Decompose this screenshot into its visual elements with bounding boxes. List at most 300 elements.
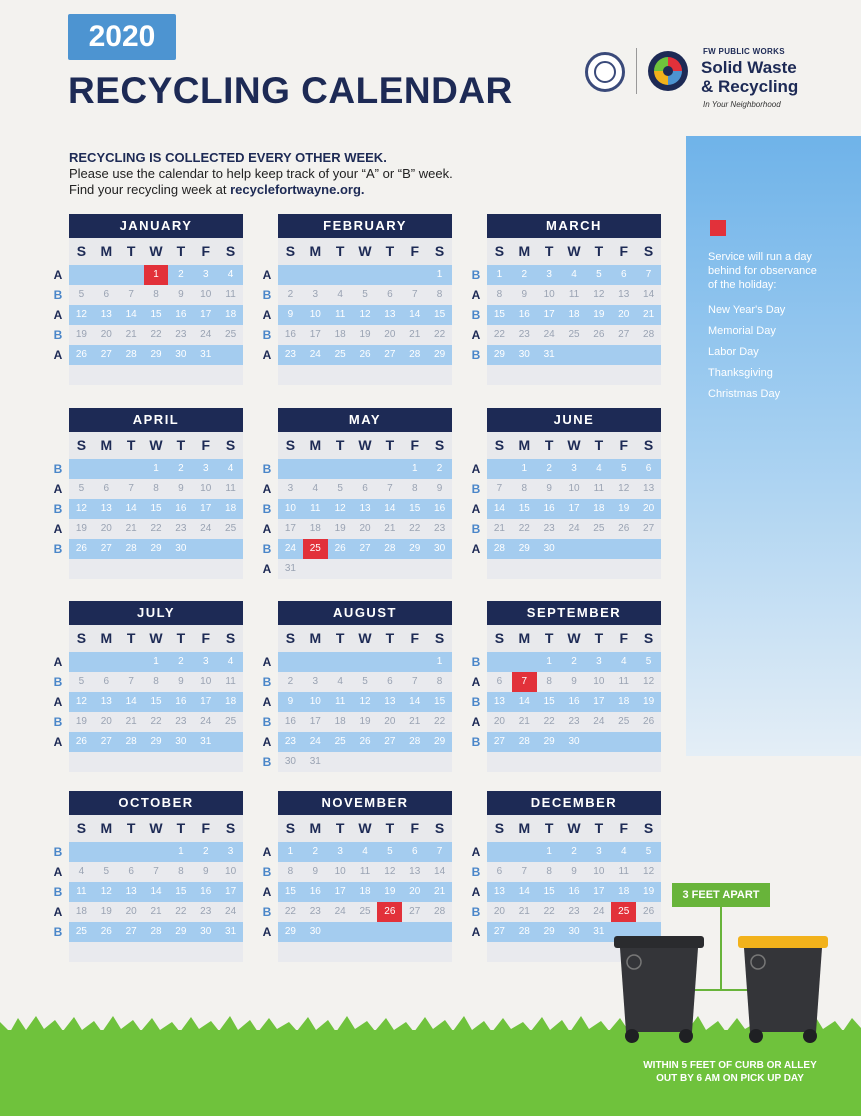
intro-line: Please use the calendar to help keep track of your “A” or “B” week. xyxy=(69,166,453,181)
weekday-label: T xyxy=(126,820,136,836)
day-cell: 3 xyxy=(546,269,552,280)
day-cell: 5 xyxy=(645,656,652,667)
day-cell: 19 xyxy=(384,886,396,897)
day-cell: 5 xyxy=(387,846,393,857)
day-cell: 17 xyxy=(200,696,212,707)
week-row xyxy=(471,285,661,305)
day-cell: 26 xyxy=(334,543,346,554)
week-letter: B xyxy=(471,655,481,669)
week-letter: A xyxy=(471,925,481,939)
day-cell: 1 xyxy=(436,656,443,667)
day-cell: 19 xyxy=(75,523,87,534)
weekday-header xyxy=(487,625,661,652)
day-cell: 8 xyxy=(411,483,418,494)
day-cell: 28 xyxy=(493,543,505,554)
week-row-empty xyxy=(69,559,243,579)
empty-day-cell xyxy=(119,842,144,862)
month-name: APRIL xyxy=(69,408,243,432)
day-cell: 23 xyxy=(434,523,446,534)
day-cell: 19 xyxy=(334,523,346,534)
week-row xyxy=(262,672,452,692)
day-cell: 14 xyxy=(434,866,446,877)
day-cell: 1 xyxy=(153,463,159,474)
week-letter: A xyxy=(471,462,481,476)
day-cell: 22 xyxy=(543,906,555,917)
weekday-label: M xyxy=(518,437,531,453)
day-cell: 23 xyxy=(309,906,321,917)
day-cell: 20 xyxy=(359,523,371,534)
day-cell: 5 xyxy=(620,463,627,474)
trash-cart-icon xyxy=(736,934,830,1044)
day-cell: 13 xyxy=(359,503,371,514)
day-cell: 23 xyxy=(200,906,212,917)
empty-day-cell xyxy=(94,265,119,285)
day-cell: 9 xyxy=(312,866,319,877)
weekday-label: W xyxy=(149,243,163,259)
week-letter: A xyxy=(53,348,63,362)
holiday-day-cell: 26 xyxy=(377,902,402,922)
day-cell: 6 xyxy=(387,289,393,300)
week-letter: B xyxy=(262,905,272,919)
week-row xyxy=(471,539,661,559)
day-cell: 22 xyxy=(434,329,446,340)
day-cell: 27 xyxy=(493,926,505,937)
day-cell: 22 xyxy=(409,523,421,534)
weekday-label: M xyxy=(309,630,322,646)
week-row xyxy=(53,652,243,672)
day-cell: 25 xyxy=(225,523,237,534)
week-row xyxy=(262,692,452,712)
day-cell: 29 xyxy=(150,736,162,747)
day-cell: 4 xyxy=(571,269,577,280)
day-cell: 21 xyxy=(518,906,530,917)
weekday-label: S xyxy=(225,243,236,259)
day-cell: 8 xyxy=(153,676,159,687)
day-cell: 18 xyxy=(334,329,346,340)
week-row xyxy=(53,519,243,539)
day-cell: 27 xyxy=(643,523,655,534)
day-cell: 15 xyxy=(434,309,446,320)
day-cell: 8 xyxy=(178,866,184,877)
day-cell: 1 xyxy=(436,269,443,280)
holiday-day-cell: 25 xyxy=(611,902,636,922)
day-cell: 17 xyxy=(309,329,321,340)
day-cell: 16 xyxy=(518,309,530,320)
weekday-label: T xyxy=(335,437,345,453)
empty-day-cell xyxy=(94,842,119,862)
day-cell: 25 xyxy=(225,329,237,340)
week-row xyxy=(262,479,452,499)
day-cell: 6 xyxy=(103,676,110,687)
month-name: MAY xyxy=(278,408,452,432)
day-cell: 3 xyxy=(202,656,209,667)
week-letter: A xyxy=(471,542,481,556)
weekday-label: W xyxy=(567,630,581,646)
day-cell: 6 xyxy=(103,483,110,494)
day-cell: 2 xyxy=(521,269,528,280)
week-row-empty xyxy=(278,942,452,962)
logo-divider xyxy=(636,48,637,94)
empty-day-cell xyxy=(328,559,353,579)
week-row xyxy=(262,712,452,732)
day-cell: 20 xyxy=(493,716,505,727)
holiday-item: New Year's Day xyxy=(708,304,786,316)
holiday-marker-swatch xyxy=(710,220,726,236)
day-cell: 26 xyxy=(100,926,112,937)
day-cell: 11 xyxy=(334,309,346,320)
empty-day-cell xyxy=(69,652,94,672)
day-cell: 22 xyxy=(150,716,162,727)
day-cell: 15 xyxy=(543,886,555,897)
day-cell: 15 xyxy=(518,503,530,514)
week-letter: B xyxy=(471,865,481,879)
day-cell: 11 xyxy=(568,289,580,300)
empty-day-cell xyxy=(377,922,402,942)
day-cell: 5 xyxy=(78,676,85,687)
day-cell: 18 xyxy=(225,696,237,707)
week-row xyxy=(471,519,661,539)
week-row xyxy=(262,519,452,539)
week-letter: B xyxy=(262,542,272,556)
weekday-label: W xyxy=(149,630,163,646)
day-cell: 17 xyxy=(543,309,555,320)
day-cell: 31 xyxy=(309,756,321,767)
day-cell: 7 xyxy=(387,483,393,494)
day-cell: 16 xyxy=(200,886,212,897)
day-cell: 16 xyxy=(284,329,296,340)
day-cell: 10 xyxy=(568,483,580,494)
day-cell: 21 xyxy=(125,523,137,534)
weekday-label: T xyxy=(544,243,554,259)
week-row xyxy=(262,325,452,345)
day-cell: 18 xyxy=(75,906,87,917)
day-cell: 24 xyxy=(284,543,296,554)
week-row xyxy=(53,882,243,902)
day-cell: 21 xyxy=(409,716,421,727)
weekday-label: M xyxy=(309,243,322,259)
weekday-label: M xyxy=(309,437,322,453)
weekday-label: T xyxy=(385,437,395,453)
day-cell: 14 xyxy=(518,696,530,707)
weekday-label: F xyxy=(410,243,419,259)
weekday-label: S xyxy=(285,630,296,646)
weekday-label: S xyxy=(494,243,505,259)
day-cell: 8 xyxy=(153,483,159,494)
day-cell: 31 xyxy=(284,563,296,574)
week-letter: B xyxy=(53,328,63,342)
day-cell: 2 xyxy=(571,656,577,667)
week-row xyxy=(471,345,661,365)
day-cell: 5 xyxy=(103,866,110,877)
week-row xyxy=(262,882,452,902)
empty-day-cell xyxy=(586,345,611,365)
week-row xyxy=(53,345,243,365)
day-cell: 8 xyxy=(546,866,552,877)
week-row xyxy=(53,305,243,325)
week-row xyxy=(262,752,452,772)
day-cell: 18 xyxy=(618,886,630,897)
day-cell: 9 xyxy=(287,696,294,707)
day-cell: 9 xyxy=(178,676,184,687)
day-cell: 16 xyxy=(175,696,187,707)
weekday-label: W xyxy=(149,437,163,453)
empty-day-cell xyxy=(328,459,353,479)
day-cell: 17 xyxy=(309,716,321,727)
day-cell: 30 xyxy=(543,543,555,554)
day-cell: 11 xyxy=(618,866,629,877)
empty-day-cell xyxy=(303,559,328,579)
day-cell: 5 xyxy=(645,846,652,857)
week-letter: B xyxy=(471,735,481,749)
website-link[interactable]: recyclefortwayne.org. xyxy=(230,182,365,197)
day-cell: 19 xyxy=(359,329,371,340)
weekday-label: T xyxy=(385,820,395,836)
day-cell: 25 xyxy=(618,716,630,727)
day-cell: 4 xyxy=(620,846,627,857)
day-cell: 7 xyxy=(128,483,134,494)
weekday-label: F xyxy=(619,820,628,836)
day-cell: 1 xyxy=(411,463,418,474)
empty-day-cell xyxy=(377,459,402,479)
day-cell: 17 xyxy=(225,886,237,897)
day-cell: 28 xyxy=(434,906,446,917)
week-letter: A xyxy=(262,655,272,669)
empty-day-cell xyxy=(487,842,512,862)
week-row xyxy=(53,539,243,559)
day-cell: 30 xyxy=(200,926,212,937)
empty-day-cell xyxy=(328,922,353,942)
day-cell: 24 xyxy=(225,906,237,917)
weekday-label: S xyxy=(643,630,654,646)
day-cell: 20 xyxy=(100,523,112,534)
intro-text xyxy=(69,150,453,198)
day-cell: 24 xyxy=(200,716,212,727)
day-cell: 13 xyxy=(100,309,112,320)
week-row xyxy=(471,862,661,882)
day-cell: 24 xyxy=(200,329,212,340)
day-cell: 19 xyxy=(593,309,605,320)
week-letter: B xyxy=(53,845,63,859)
week-letter: A xyxy=(53,482,63,496)
weekday-label: T xyxy=(176,437,186,453)
day-cell: 30 xyxy=(568,736,580,747)
day-cell: 14 xyxy=(409,696,421,707)
week-letter: B xyxy=(53,502,63,516)
week-letter: A xyxy=(53,695,63,709)
day-cell: 8 xyxy=(436,289,443,300)
day-cell: 20 xyxy=(643,503,655,514)
day-cell: 31 xyxy=(200,349,212,360)
day-cell: 12 xyxy=(384,866,396,877)
day-cell: 7 xyxy=(521,866,528,877)
day-cell: 28 xyxy=(518,736,530,747)
day-cell: 26 xyxy=(75,543,87,554)
day-cell: 5 xyxy=(337,483,343,494)
day-cell: 11 xyxy=(618,676,629,687)
weekday-header xyxy=(487,238,661,265)
week-letter: B xyxy=(471,268,481,282)
day-cell: 27 xyxy=(409,906,421,917)
day-cell: 28 xyxy=(125,349,137,360)
day-cell: 30 xyxy=(434,543,446,554)
day-cell: 13 xyxy=(100,696,112,707)
day-cell: 16 xyxy=(309,886,321,897)
day-cell: 28 xyxy=(384,543,396,554)
day-cell: 13 xyxy=(643,483,655,494)
week-letter: A xyxy=(53,865,63,879)
empty-day-cell xyxy=(586,539,611,559)
week-row xyxy=(53,285,243,305)
weekday-label: S xyxy=(76,437,87,453)
weekday-header xyxy=(278,815,452,842)
week-row xyxy=(262,922,452,942)
week-row xyxy=(262,559,452,579)
month-name: SEPTEMBER xyxy=(487,601,661,625)
day-cell: 21 xyxy=(643,309,655,320)
day-cell: 2 xyxy=(436,463,443,474)
month-january xyxy=(53,214,243,385)
day-cell: 8 xyxy=(153,289,159,300)
weekday-label: M xyxy=(518,820,531,836)
week-row xyxy=(262,285,452,305)
weekday-label: T xyxy=(544,630,554,646)
day-cell: 25 xyxy=(359,906,371,917)
day-cell: 28 xyxy=(150,926,162,937)
day-cell: 12 xyxy=(359,309,371,320)
day-cell: 29 xyxy=(434,349,446,360)
day-cell: 5 xyxy=(78,483,85,494)
day-cell: 20 xyxy=(384,716,396,727)
weekday-label: M xyxy=(518,243,531,259)
weekday-header xyxy=(278,432,452,459)
week-row xyxy=(53,499,243,519)
week-letter: A xyxy=(262,522,272,536)
day-cell: 18 xyxy=(618,696,630,707)
empty-day-cell xyxy=(328,265,353,285)
day-cell: 13 xyxy=(493,696,505,707)
month-february xyxy=(262,214,452,385)
weekday-label: S xyxy=(434,243,445,259)
week-row xyxy=(471,842,661,862)
weekday-label: S xyxy=(285,820,296,836)
day-cell: 4 xyxy=(337,289,343,300)
day-cell: 5 xyxy=(596,269,602,280)
empty-day-cell xyxy=(611,539,636,559)
day-cell: 10 xyxy=(543,289,555,300)
weekday-label: F xyxy=(201,630,210,646)
week-letter: B xyxy=(53,288,63,302)
week-row xyxy=(471,325,661,345)
week-letter: A xyxy=(471,328,481,342)
empty-day-cell xyxy=(636,345,661,365)
intro-website-line xyxy=(69,182,453,198)
empty-day-cell xyxy=(427,752,452,772)
week-letter: B xyxy=(53,925,63,939)
week-row xyxy=(53,325,243,345)
empty-day-cell xyxy=(353,752,378,772)
day-cell: 14 xyxy=(518,886,530,897)
day-cell: 13 xyxy=(384,696,396,707)
empty-day-cell xyxy=(278,459,303,479)
month-name: OCTOBER xyxy=(69,791,243,815)
day-cell: 27 xyxy=(493,736,505,747)
holiday-item: Christmas Day xyxy=(708,388,781,400)
empty-day-cell xyxy=(193,539,218,559)
day-cell: 18 xyxy=(225,503,237,514)
weekday-label: S xyxy=(494,630,505,646)
week-letter: B xyxy=(262,502,272,516)
day-cell: 29 xyxy=(518,543,530,554)
day-cell: 25 xyxy=(334,736,346,747)
empty-day-cell xyxy=(377,559,402,579)
day-cell: 9 xyxy=(521,289,528,300)
day-cell: 9 xyxy=(202,866,209,877)
day-cell: 8 xyxy=(521,483,528,494)
day-cell: 14 xyxy=(150,886,162,897)
day-cell: 26 xyxy=(75,736,87,747)
day-cell: 22 xyxy=(518,523,530,534)
day-cell: 20 xyxy=(409,886,421,897)
day-cell: 21 xyxy=(125,329,137,340)
week-row xyxy=(262,265,452,285)
day-cell: 4 xyxy=(312,483,319,494)
weekday-label: T xyxy=(335,630,345,646)
day-cell: 19 xyxy=(75,329,87,340)
weekday-label: S xyxy=(76,820,87,836)
logo-tagline: In Your Neighborhood xyxy=(703,100,781,109)
cart-placement-note xyxy=(605,1059,855,1085)
day-cell: 15 xyxy=(493,309,505,320)
holiday-item: Memorial Day xyxy=(708,325,776,337)
day-cell: 31 xyxy=(593,926,605,937)
week-row xyxy=(262,459,452,479)
day-cell: 23 xyxy=(175,523,187,534)
holiday-day-cell: 1 xyxy=(144,265,169,285)
day-cell: 19 xyxy=(643,696,655,707)
day-cell: 25 xyxy=(75,926,87,937)
day-cell: 12 xyxy=(643,676,655,687)
day-cell: 2 xyxy=(287,289,294,300)
weekday-label: W xyxy=(358,630,372,646)
day-cell: 26 xyxy=(643,906,655,917)
day-cell: 13 xyxy=(125,886,137,897)
day-cell: 10 xyxy=(309,309,321,320)
day-cell: 6 xyxy=(645,463,652,474)
day-cell: 29 xyxy=(284,926,296,937)
page-title: RECYCLING CALENDAR xyxy=(68,70,513,111)
weekday-header xyxy=(69,625,243,652)
day-cell: 4 xyxy=(362,846,368,857)
weekday-header xyxy=(487,815,661,842)
empty-day-cell xyxy=(427,922,452,942)
week-letter: A xyxy=(262,885,272,899)
day-cell: 26 xyxy=(618,523,630,534)
day-cell: 2 xyxy=(178,463,184,474)
day-cell: 16 xyxy=(175,503,187,514)
day-cell: 21 xyxy=(434,886,446,897)
week-row xyxy=(53,479,243,499)
day-cell: 1 xyxy=(178,846,184,857)
month-march xyxy=(471,214,661,385)
week-letter: B xyxy=(471,695,481,709)
day-cell: 21 xyxy=(384,523,396,534)
day-cell: 29 xyxy=(150,543,162,554)
day-cell: 3 xyxy=(571,463,577,474)
week-letter: A xyxy=(262,308,272,322)
empty-day-cell xyxy=(377,265,402,285)
weekday-label: S xyxy=(643,437,654,453)
spacing-badge: 3 FEET APART xyxy=(672,883,770,907)
